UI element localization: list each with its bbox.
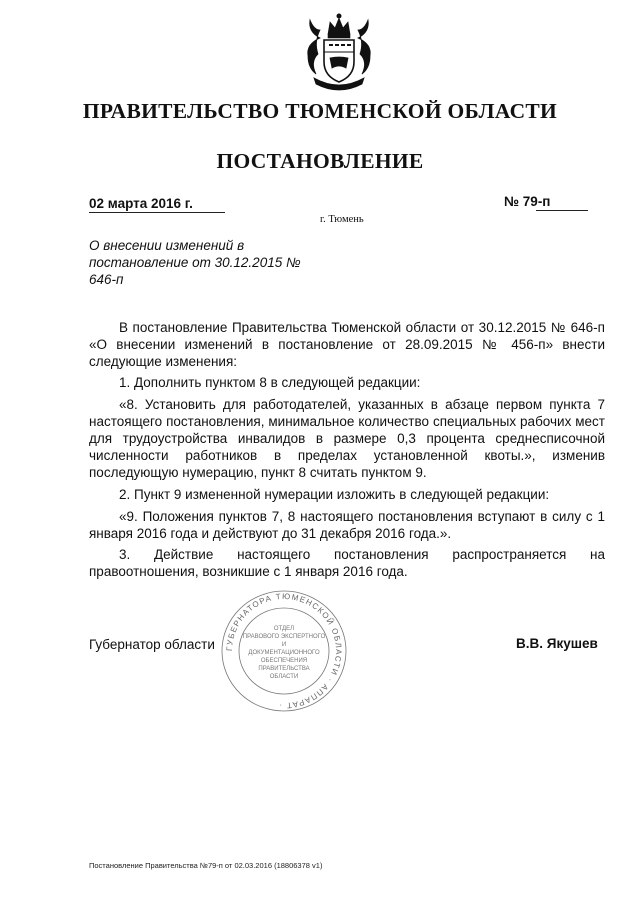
city: г. Тюмень: [320, 214, 364, 225]
body-item-2-text: «9. Положения пунктов 7, 8 настоящего постановления вступают в силу с 1 января 2016 года и действуют до 31 декабря 2016 года.».: [89, 509, 605, 541]
document-footer: Постановление Правительства №79-п от 02.03.2016 (18806378 v1): [89, 861, 323, 870]
seal-line: ОТДЕЛ: [273, 626, 295, 632]
document-date: 02 марта 2016 г.: [89, 196, 193, 211]
body-item-2: 2. Пункт 9 измененной нумерации изложить в следующей редакции:: [119, 487, 550, 502]
official-seal: [218, 588, 350, 714]
number-underline: [536, 210, 588, 211]
document-subject: О внесении изменений в постановление от 30.12.2015 № 646-п: [89, 238, 301, 287]
body-item-1: 1. Дополнить пунктом 8 в следующей редакции:: [119, 375, 421, 390]
body-item-3: 3. Действие настоящего постановления распространяется на правоотношения, возникшие с 1 января 2016 года.: [89, 547, 605, 579]
body-item-1-text: «8. Установить для работодателей, указанных в абзаце первом пункта 7 настоящего постановления, минимальное количество специальных рабочих мест для трудоустройства инвалидов в размере 0,3 процента среднесписочной численности работников в пределах установленной квоты.», изменив последующую нумерацию, пункт 8 считать пунктом 9.: [89, 397, 605, 480]
signatory-role: Губернатор области: [89, 637, 215, 652]
document-number: № 79-п: [504, 194, 551, 209]
seal-line: ОБЕСПЕЧЕНИЯ: [260, 658, 308, 664]
seal-line: И: [281, 642, 287, 648]
date-underline: [89, 212, 225, 213]
body-intro: В постановление Правительства Тюменской области от 30.12.2015 № 646-п «О внесении изменений в постановление от 28.09.2015 № 456-п» внести следующие изменения:: [89, 320, 605, 369]
government-name: ПРАВИТЕЛЬСТВО ТЮМЕНСКОЙ ОБЛАСТИ: [82, 99, 558, 123]
signatory-name: В.В. Якушев: [516, 636, 598, 651]
seal-line: ДОКУМЕНТАЦИОННОГО: [248, 650, 320, 656]
document-type: ПОСТАНОВЛЕНИЕ: [216, 149, 424, 173]
seal-line: ОБЛАСТИ: [269, 674, 299, 680]
seal-ring-text: ГУБЕРНАТОРА ТЮМЕНСКОЙ ОБЛАСТИ · АППАРАТ ·: [224, 591, 344, 711]
seal-line: ПРАВОВОГО ЭКСПЕРТНОГО: [242, 634, 326, 640]
seal-line: ПРАВИТЕЛЬСТВА: [258, 666, 310, 672]
coat-of-arms-icon: [300, 12, 378, 92]
